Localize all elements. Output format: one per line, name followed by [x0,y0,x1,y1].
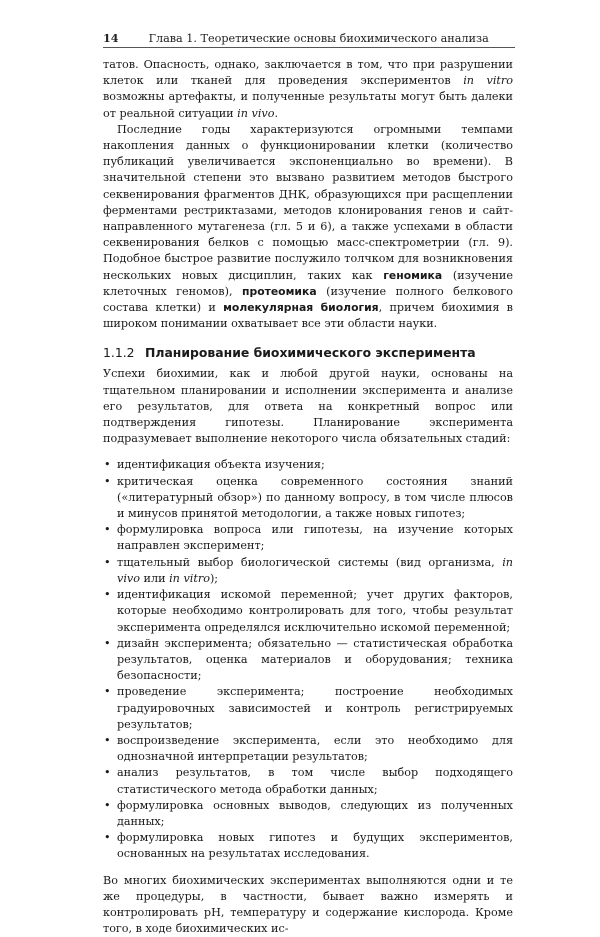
section-heading [103,344,513,362]
stages-list [103,457,513,862]
term-genomics: геномика [383,268,443,282]
paragraph-planning: Успехи биохимии, как и любой другой науки, основаны на тщательном планировании и исполнении эксперимента и анализе его результатов, для ответа на конкретный вопрос или подтверждения гипотезы. Планирование эксперимента подразумевает выполнение некоторого числа обязательных стадий: [103,367,513,446]
chapter-title: Глава 1. Теоретические основы биохимического анализа [148,32,489,45]
paragraph-procedures: Во многих биохимических экспериментах выполняются одни и те же процедуры, в частности, бывает важно измерять и контролировать pH, температуру и содержание кислорода. Кроме того, в ходе биохимических ис- [103,873,513,936]
term-proteomics: протеомика [242,284,317,298]
list-item: • формулировка новых гипотез и будущих экспериментов, основанных на результатах исследования. [103,830,513,862]
running-header [103,31,515,45]
page-number: 14 [103,31,119,45]
list-item: • критическая оценка современного состояния знаний («литературный обзор») по данному вопросу, в том числе плюсов и минусов принятой методологии, а также новых гипотез; [103,474,513,523]
paragraph-continuation: татов. Опасность, однако, заключается в том, что при разрушении клеток или тканей для проведения экспериментов in vitro возможны артефакты, и полученные результаты могут быть далеки от реальной ситуации in vivo. [103,58,514,120]
list-item: • идентификация искомой переменной; учет других факторов, которые необходимо контролировать для того, чтобы результат эксперимента определялся исключительно искомой переменной; [103,587,513,636]
page-body [103,57,513,937]
section-title: Планирование биохимического эксперимента [145,345,476,361]
list-item: • дизайн эксперимента; обязательно — статистическая обработка результатов, оценка материалов и оборудования; техника безопасности; [103,636,513,685]
section-number: 1.1.2 [103,345,135,361]
list-item: • формулировка основных выводов, следующих из полученных данных; [103,798,513,830]
list-item: • тщательный выбор биологической системы (вид организма, in vivo или in vitro); [103,555,513,587]
header-rule [103,47,515,48]
list-item: • проведение эксперимента; построение необходимых градуировочных зависимостей и контроль регистрируемых результатов; [103,684,513,733]
paragraph-recent-years: Последние годы характеризуются огромными темпами накопления данных о функционировании клетки (количество публикаций увеличивается экспоненциально во времени). В значительной степени это вызвано развитием методов быстрого секвенирования фрагментов ДНК, образующихся при расщеплении ферментами рестриктазами, методов клонирования генов и сайт-направленного мутагенеза (гл. 5 и 6), а также успехами в области секвенирования белков с помощью масс-спектрометрии (гл. 9). Подобное быстрое развитие послужило толчком для возникновения нескольких новых дисциплин, таких как геномика (изучение клеточных геномов), протеомика (изучение полного белкового состава клетки) и молекулярная биология, причем биохимия в широком понимании охватывает все эти области науки. [103,122,513,331]
list-item: • анализ результатов, в том числе выбор подходящего статистического метода обработки данных; [103,765,513,797]
term-molecular-biology: молекулярная биология [223,301,379,315]
list-item: • воспроизведение эксперимента, если это необходимо для однозначной интерпретации результатов; [103,733,513,765]
list-item: • формулировка вопроса или гипотезы, на изучение которых направлен эксперимент; [103,522,513,554]
list-item: • идентификация объекта изучения; [103,457,513,473]
